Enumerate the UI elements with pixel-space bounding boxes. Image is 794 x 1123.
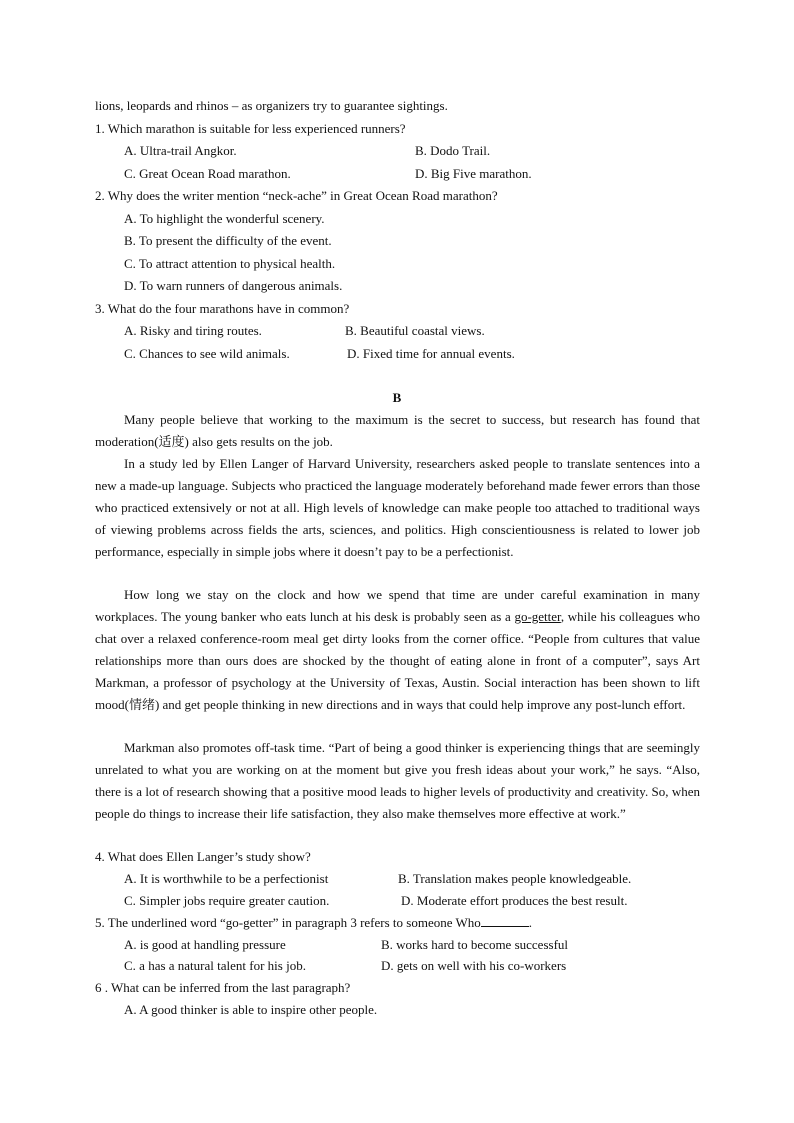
question-3-option-c[interactable]: C. Chances to see wild animals. [124, 346, 290, 361]
question-1-option-a[interactable]: A. Ultra-trail Angkor. [124, 143, 237, 158]
question-5-option-c[interactable]: C. a has a natural talent for his job. [124, 958, 306, 973]
question-1-stem: 1. Which marathon is suitable for less experienced runners? [95, 121, 406, 136]
section-b-heading: B [392, 390, 402, 405]
passage-paragraph-3 [95, 584, 700, 716]
question-2-option-a[interactable]: A. To highlight the wonderful scenery. [124, 211, 325, 226]
passage-paragraph-4: Markman also promotes off-task time. “Part of being a good thinker is experiencing things that are seemingly unrelated to what you are working on at the moment but give you fresh ideas about your work,” he says. “Also, there is a lot of research showing that a positive mood leads to higher levels of productivity and creativity. So, when people do things to increase their life satisfaction, they also make themselves more effective at work.” [95, 740, 700, 821]
question-3-option-a[interactable]: A. Risky and tiring routes. [124, 323, 262, 338]
underlined-word-go-getter: go-getter [514, 609, 561, 624]
question-3-option-b[interactable]: B. Beautiful coastal views. [345, 323, 485, 338]
question-5-option-a[interactable]: A. is good at handling pressure [124, 937, 286, 952]
question-1-option-b[interactable]: B. Dodo Trail. [415, 143, 491, 158]
question-4-stem: 4. What does Ellen Langer’s study show? [95, 849, 311, 864]
question-6-option-a[interactable]: A. A good thinker is able to inspire other people. [124, 1002, 378, 1017]
question-4-option-a[interactable]: A. It is worthwhile to be a perfectionist [124, 871, 329, 886]
question-2-option-c[interactable]: C. To attract attention to physical health. [124, 256, 336, 271]
passage-paragraph-1: Many people believe that working to the maximum is the secret to success, but research has found that moderation(适度) also gets results on the job. [95, 412, 700, 449]
question-2-stem: 2. Why does the writer mention “neck-ache” in Great Ocean Road marathon? [95, 188, 498, 203]
paragraph-3-text-before: How long we stay on the clock and how we spend that time are under careful examination in many workplaces. The young banker who eats lunch at his desk is probably seen as a [95, 587, 700, 624]
question-5-stem-text: 5. The underlined word “go-getter” in paragraph 3 refers to someone Who [95, 915, 481, 930]
question-4-option-d[interactable]: D. Moderate effort produces the best result. [401, 893, 628, 908]
question-4-option-c[interactable]: C. Simpler jobs require greater caution. [124, 893, 330, 908]
paragraph-3-text-after: , while his colleagues who chat over a relaxed conference-room meal get dirty looks from the corner office. “People from cultures that value relationships more than ours does are shocked by the thought of eating alone in front of a computer”, says Art Markman, a professor of psychology at the University of Texas, Austin. Social interaction has been shown to lift mood(情绪) and get people thinking in new directions and in ways that could help improve any post-lunch effort. [95, 609, 700, 712]
question-4-option-b[interactable]: B. Translation makes people knowledgeable. [398, 871, 632, 886]
question-3-stem: 3. What do the four marathons have in common? [95, 301, 350, 316]
question-5-option-d[interactable]: D. gets on well with his co-workers [381, 958, 567, 973]
question-2-option-b[interactable]: B. To present the difficulty of the event. [124, 233, 332, 248]
question-5-stem [95, 914, 532, 932]
intro-tail-text: lions, leopards and rhinos – as organizers try to guarantee sightings. [95, 98, 448, 113]
question-2-option-d[interactable]: D. To warn runners of dangerous animals. [124, 278, 343, 293]
question-5-option-b[interactable]: B. works hard to become successful [381, 937, 569, 952]
question-1-option-d[interactable]: D. Big Five marathon. [415, 166, 532, 181]
answer-blank[interactable] [481, 915, 529, 927]
question-6-stem: 6 . What can be inferred from the last paragraph? [95, 980, 351, 995]
question-1-option-c[interactable]: C. Great Ocean Road marathon. [124, 166, 291, 181]
question-5-stem-end: . [528, 915, 533, 930]
question-3-option-d[interactable]: D. Fixed time for annual events. [347, 346, 515, 361]
passage-paragraph-2: In a study led by Ellen Langer of Harvard University, researchers asked people to translate sentences into a new a made-up language. Subjects who practiced the language moderately beforehand made fewer errors than those who practiced extensively or not at all. High levels of knowledge can make people too attached to traditional ways of viewing problems across fields the arts, sciences, and politics. High conscientiousness is related to lower job performance, especially in simple jobs where it doesn’t pay to be a perfectionist. [95, 456, 700, 559]
